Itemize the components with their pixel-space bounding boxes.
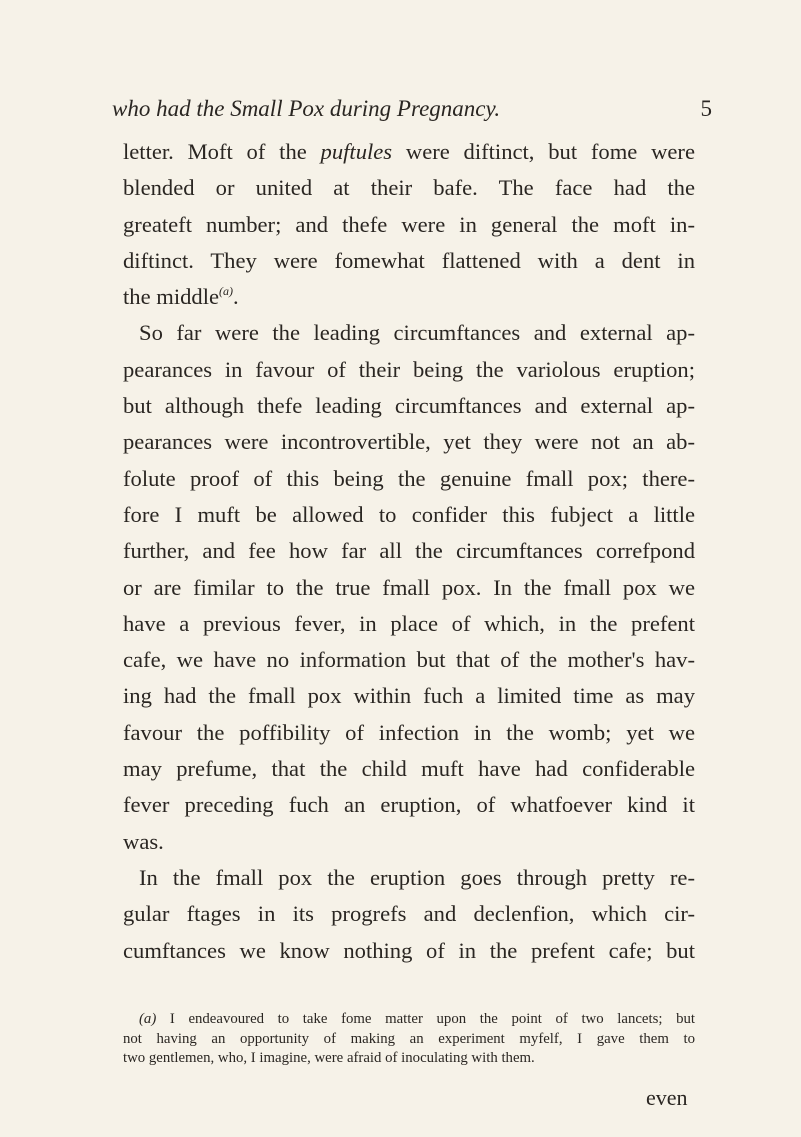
footnote-label: (a) — [139, 1011, 157, 1027]
text-line: favour the poffibility of infection in the womb; yet we — [123, 719, 695, 745]
footnote-line: not having an opportunity of making an experiment myfelf, I gave them to — [123, 1030, 695, 1047]
text-line: letter. Moft of the puftules were diftinct, but fome were — [123, 139, 695, 164]
footnote-line: two gentlemen, who, I imagine, were afraid of inoculating with them. — [123, 1050, 535, 1066]
text-line: blended or united at their bafe. The face had the — [123, 175, 695, 201]
italic-word: puftules — [320, 139, 393, 164]
running-title: who had the Small Pox during Pregnancy. — [112, 96, 501, 121]
text-line: gular ftages in its progrefs and declenfion, which cir- — [123, 901, 695, 927]
body-text — [123, 134, 695, 969]
text-line: diftinct. They were fomewhat flattened with a dent in — [123, 247, 695, 273]
page-header — [112, 96, 712, 126]
text-line: was. — [123, 828, 164, 854]
text-line: In the fmall pox the eruption goes through pretty re- — [139, 864, 695, 890]
text-line: pearances were incontrovertible, yet they were not an ab- — [123, 429, 695, 455]
text-line: pearances in favour of their being the variolous eruption; — [123, 356, 695, 382]
text-line: or are fimilar to the true fmall pox. In the fmall pox we — [123, 574, 695, 600]
text-line: cafe, we have no information but that of the mother's hav- — [123, 647, 695, 673]
text-line: So far were the leading circumftances and external ap- — [139, 320, 695, 346]
text-line: folute proof of this being the genuine fmall pox; there- — [123, 465, 695, 491]
footnote-reference: (a) — [219, 284, 234, 299]
text-line: greateft number; and thefe were in general the moft in- — [123, 211, 695, 237]
footnote — [123, 1010, 695, 1069]
text-line: but although thefe leading circumftances and external ap- — [123, 393, 695, 419]
text-line: may prefume, that the child muft have had confiderable — [123, 756, 695, 782]
text-line: have a previous fever, in place of which, in the prefent — [123, 610, 695, 636]
text-line: the middle$^{(a)}$. — [123, 284, 239, 310]
text-line: further, and fee how far all the circumftances correfpond — [123, 538, 695, 564]
footnote-line: (a) I endeavoured to take fome matter upon the point of two lancets; but — [139, 1011, 695, 1027]
text-line: fore I muft be allowed to confider this fubject a little — [123, 501, 695, 527]
page-number: 5 — [700, 96, 712, 121]
text-line: fever preceding fuch an eruption, of whatfoever kind it — [123, 792, 695, 818]
text-line: ing had the fmall pox within fuch a limited time as may — [123, 683, 695, 709]
catchword: even — [646, 1085, 688, 1110]
text-line: cumftances we know nothing of in the prefent cafe; but — [123, 937, 695, 963]
